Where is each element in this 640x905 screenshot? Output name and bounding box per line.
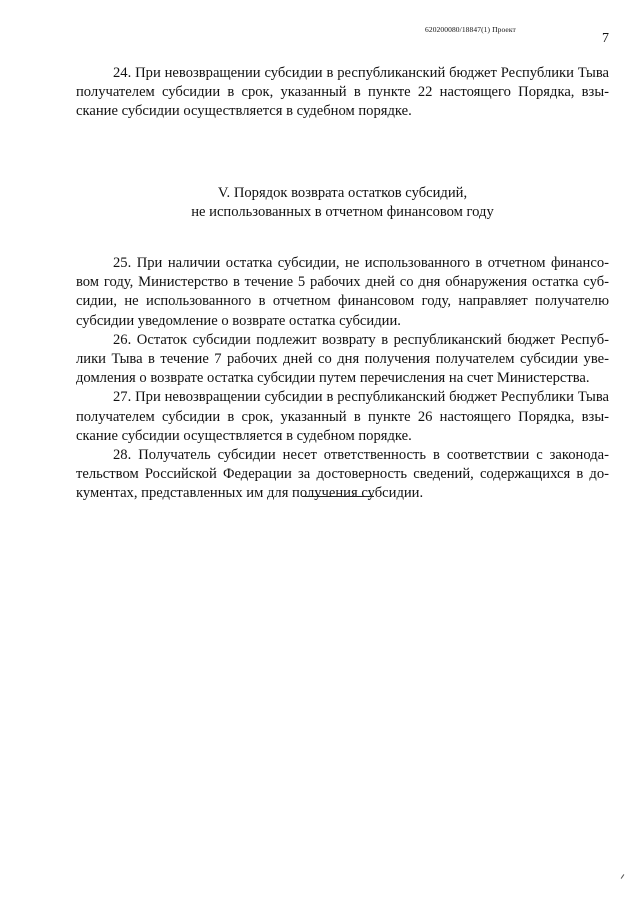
document-body (76, 64, 609, 504)
paragraph-26: 26. Остаток субсидии подлежит возврату в республиканский бюджет Республики Тыва в течение 7 рабочих дней со дня получения получателем субсидии уведомления о возврате остатка субсидии путем перечисления на счет Министерства. (76, 331, 609, 387)
page-number: 7 (602, 31, 609, 46)
paragraph-27: 27. При невозвращении субсидии в республиканский бюджет Республики Тыва получателем субсидии в срок, указанный в пункте 26 настоящего Порядка, взыскание субсидии осуществляется в судебном порядке. (76, 389, 609, 444)
paragraph-24: 24. При невозвращении субсидии в республиканский бюджет Республики Тыва получателем субсидии в срок, указанный в пункте 22 настоящего Порядка, взыскание субсидии осуществляется в судебном порядке. (76, 65, 609, 120)
section-heading-line-2: не использованных в отчетном финансовом году (191, 203, 494, 220)
scan-mark (621, 874, 625, 879)
end-divider-line (302, 496, 374, 497)
section-heading-line-1: V. Порядок возврата остатков субсидий, (217, 184, 468, 201)
document-code: 620200080/18847(1) Проект (425, 25, 516, 34)
section-heading (76, 184, 609, 222)
paragraph-28: 28. Получатель субсидии несет ответственность в соответствии с законодательством Российской Федерации за достоверность сведений, содержащихся в документах, представленных им для получения субсидии. (76, 447, 609, 502)
paragraph-25: 25. При наличии остатка субсидии, не использованного в отчетном финансовом году, Министерство в течение 5 рабочих дней со дня обнаружения остатка субсидии, не использованного в отчетном финансовом году, направляет получателю субсидии уведомление о возврате остатка субсидии. (76, 255, 609, 329)
